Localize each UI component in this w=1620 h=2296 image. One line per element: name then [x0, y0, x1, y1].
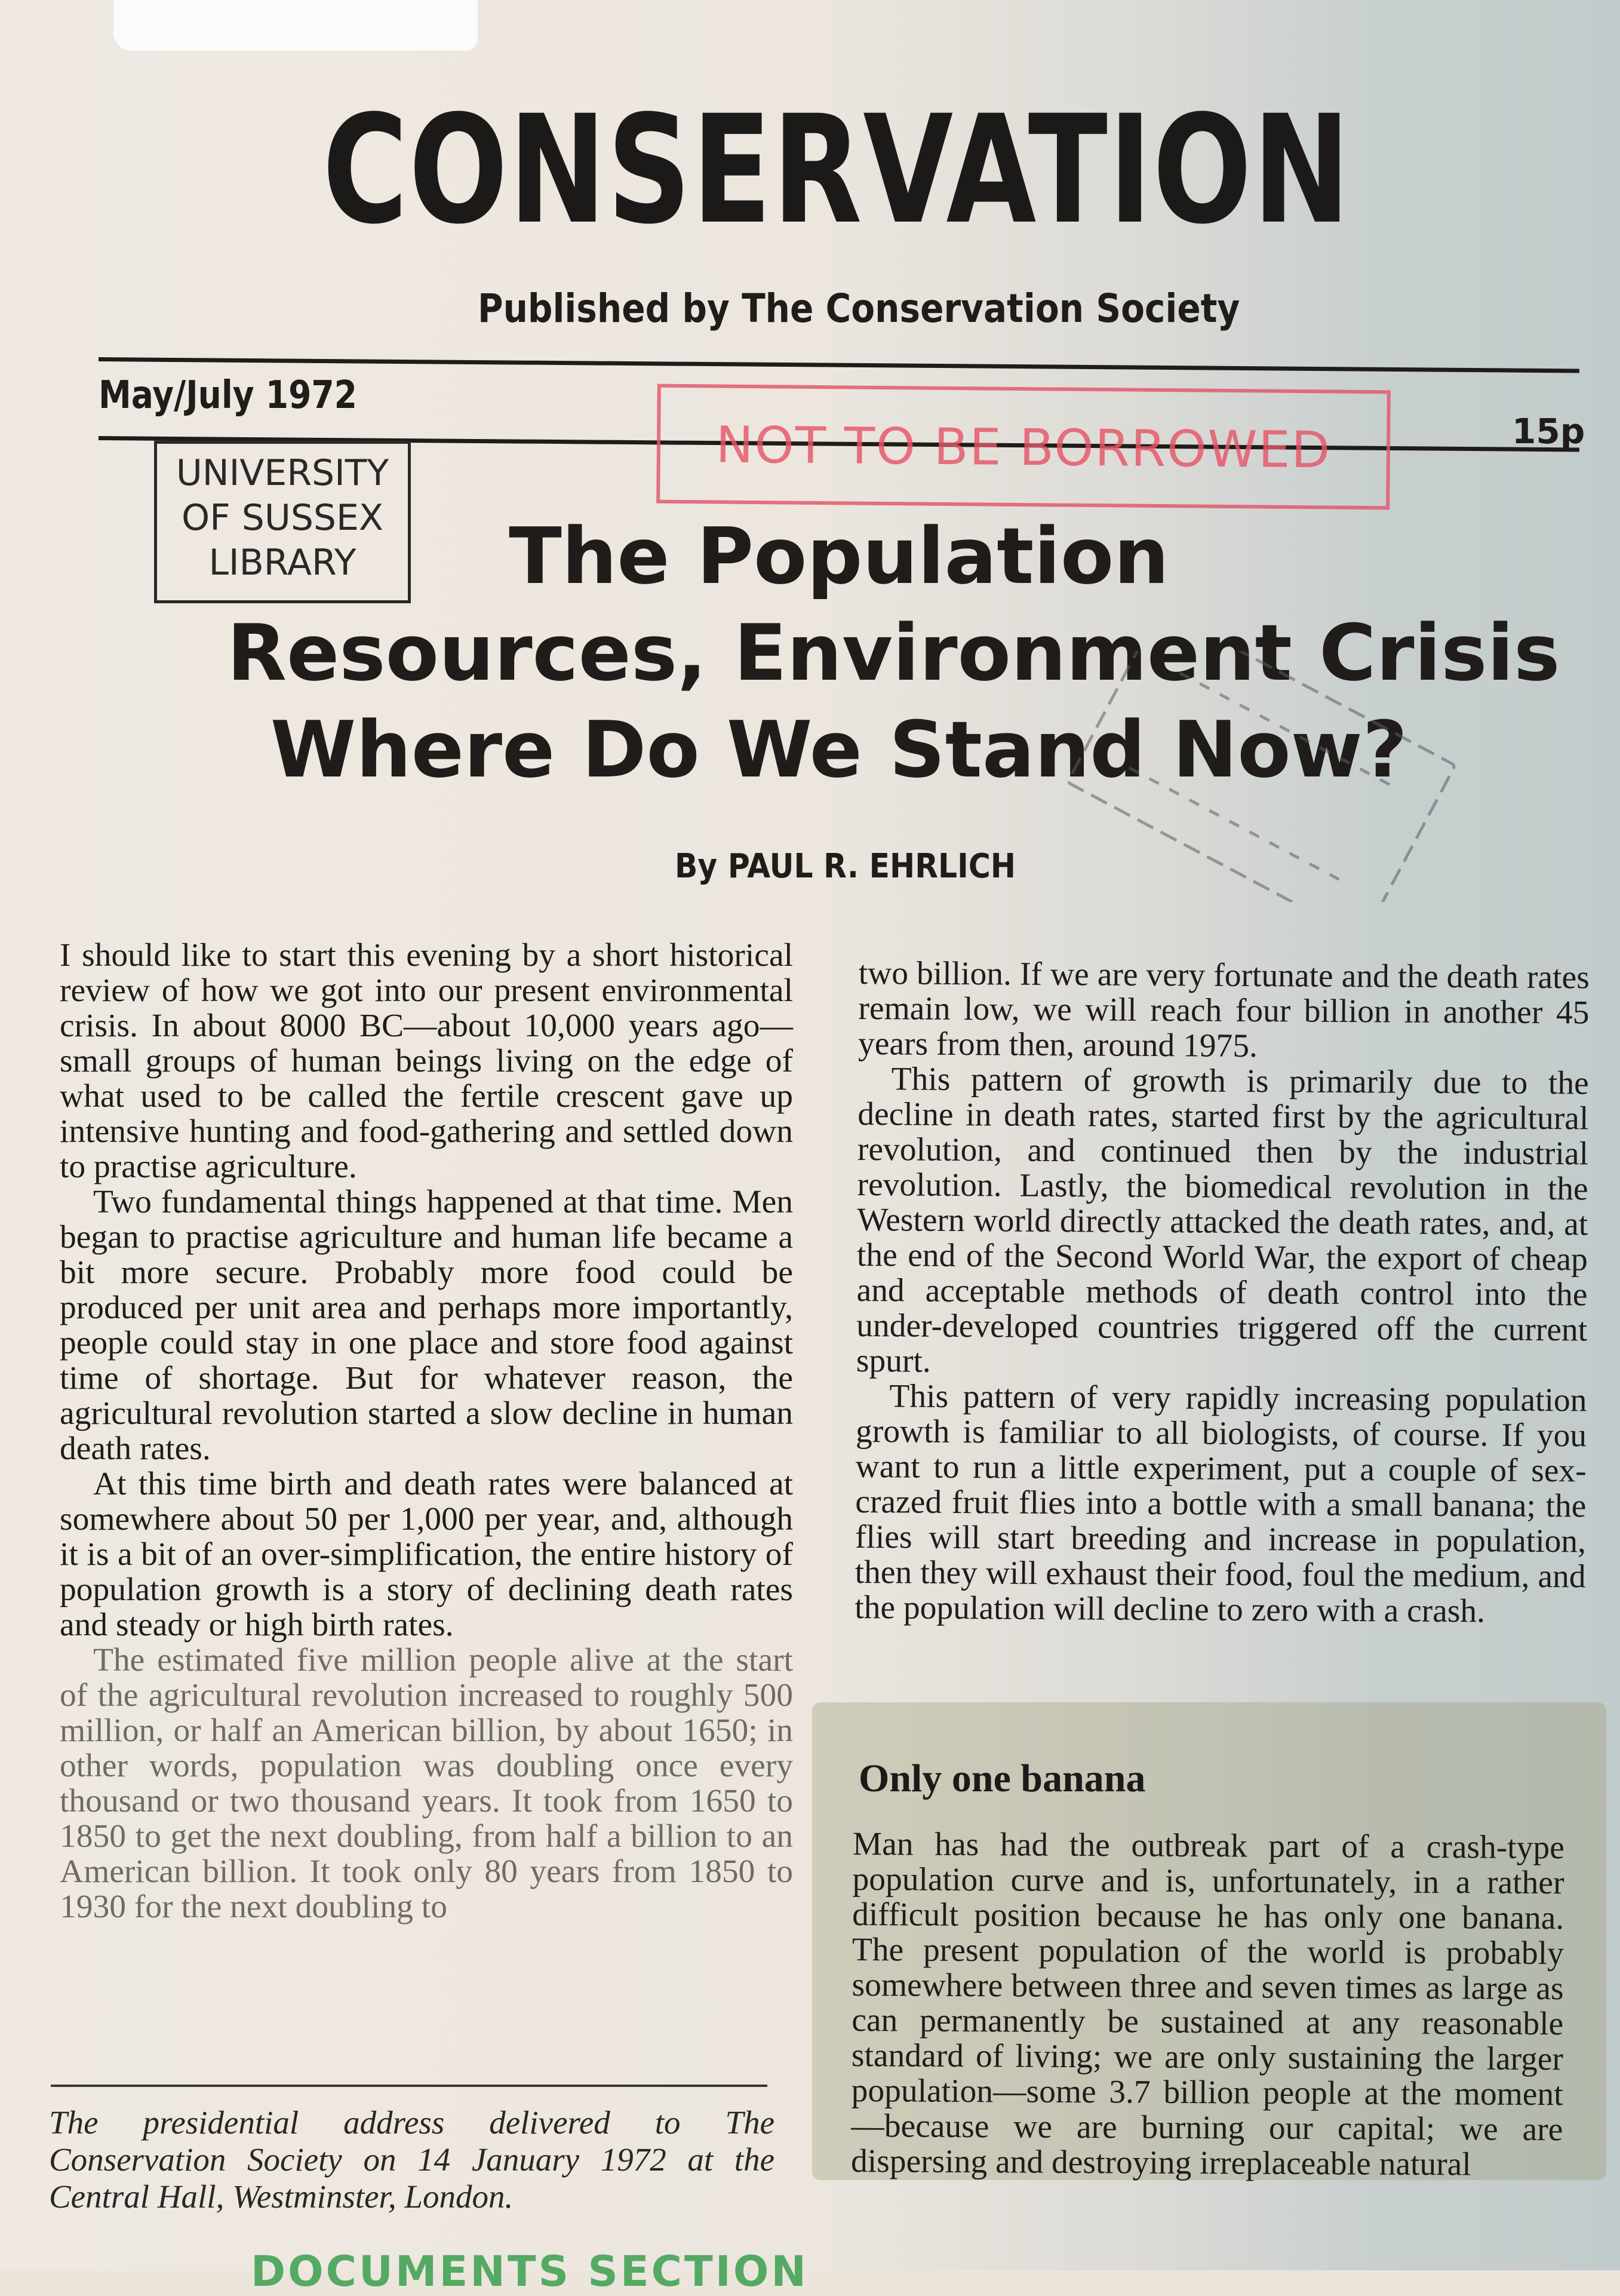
headline-line: Where Do We Stand Now? — [270, 704, 1408, 795]
article-paragraph: This pattern of very rapidly increasing population growth is familiar to all biologists, of course. If you want to run a little experiment, put a couple of sex-crazed fruit flies into a bottle with a small banana; the flies will start breeding and increase in population, then they will exhaust their food, foul the medium, and the population will decline to zero with a crash. — [854, 1378, 1587, 1630]
byline: By PAUL R. EHRLICH — [675, 847, 1016, 886]
article-paragraph: Man has had the outbreak part of a crash-type population curve and is, unfortunately, in a rather difficult position because he has only one banana. The present population of the world is probably somewhere between three and seven times as large as can permanently be sustained at any reasonable standard of living; we are only sustaining the larger population—some 3.7 billion people at the moment—because we are burning our capital; we are dispersing and destroying irreplaceable natural — [850, 1826, 1564, 2183]
article-paragraph: At this time birth and death rates were balanced at somewhere about 50 per 1,000 per year, and, although it is a bit of an over-simplification, the entire history of population growth is a story of declining death rates and steady or high birth rates. — [60, 1466, 793, 1643]
article-left-column — [60, 938, 793, 1924]
sidebar-column — [851, 1827, 1564, 2183]
article-right-column — [854, 956, 1590, 1629]
faded-received-stamp — [1021, 651, 1499, 902]
headline-line: Resources, Environment Crisis — [227, 607, 1560, 698]
article-paragraph: The estimated five million people alive at the start of the agricultural revolution increased to roughly 500 million, or half an American billion, by about 1650; in other words, population was doubling once every thousand or two thousand years. It took from 1650 to 1850 to get the next doubling, from half a billion to an American billion. It took only 80 years from 1850 to 1930 for the next doubling to — [60, 1642, 793, 1925]
headline-line: The Population — [509, 511, 1169, 601]
not-to-borrow-stamp: NOT TO BE BORROWED — [656, 384, 1391, 510]
article-paragraph: Two fundamental things happened at that time. Men began to practise agriculture and human life became a bit more secure. Probably more food could be produced per unit area and perhaps more importantly, people could stay in one place and store food against time of shortage. But for whatever reason, the agricultural revolution started a slow decline in human death rates. — [60, 1184, 793, 1467]
footnote-divider — [51, 2085, 767, 2087]
footnote: The presidential address delivered to The Conservation Society on 14 January 1972 at the Central Hall, Westminster, London. — [49, 2104, 774, 2215]
documents-section-stamp: DOCUMENTS SECTION — [251, 2247, 809, 2296]
article-paragraph: two billion. If we are very fortunate and the death rates remain low, we will reach four billion in another 45 years from then, around 1975. — [857, 955, 1590, 1065]
article-paragraph: I should like to start this evening by a short historical review of how we got into our present environmental crisis. In about 8000 BC—about 10,000 years ago—small groups of human beings living on the edge of what used to be called the fertile crescent gave up intensive hunting and food-gathering and settled down to practise agriculture. — [60, 937, 793, 1185]
masthead-title: CONSERVATION — [322, 83, 1351, 257]
section-subheading: Only one banana — [859, 1757, 1146, 1800]
library-stamp-line: LIBRARY — [208, 542, 356, 584]
library-stamp-line: UNIVERSITY — [176, 452, 389, 494]
issue-price: 15p — [1512, 411, 1585, 452]
library-stamp-line: OF SUSSEX — [182, 497, 383, 539]
article-paragraph: This pattern of growth is primarily due to the decline in death rates, started first by the agricultural revolution, and continued then by the industrial revolution. Lastly, the biomedical revolution in the Western world directly attacked the death rates, and, at the end of the Second World War, the export of cheap and acceptable methods of death control into the under-developed countries triggered off the current spurt. — [856, 1061, 1589, 1380]
publisher-line: Published by The Conservation Society — [478, 286, 1240, 331]
issue-date: May/July 1972 — [99, 373, 357, 418]
torn-corner — [113, 0, 478, 51]
